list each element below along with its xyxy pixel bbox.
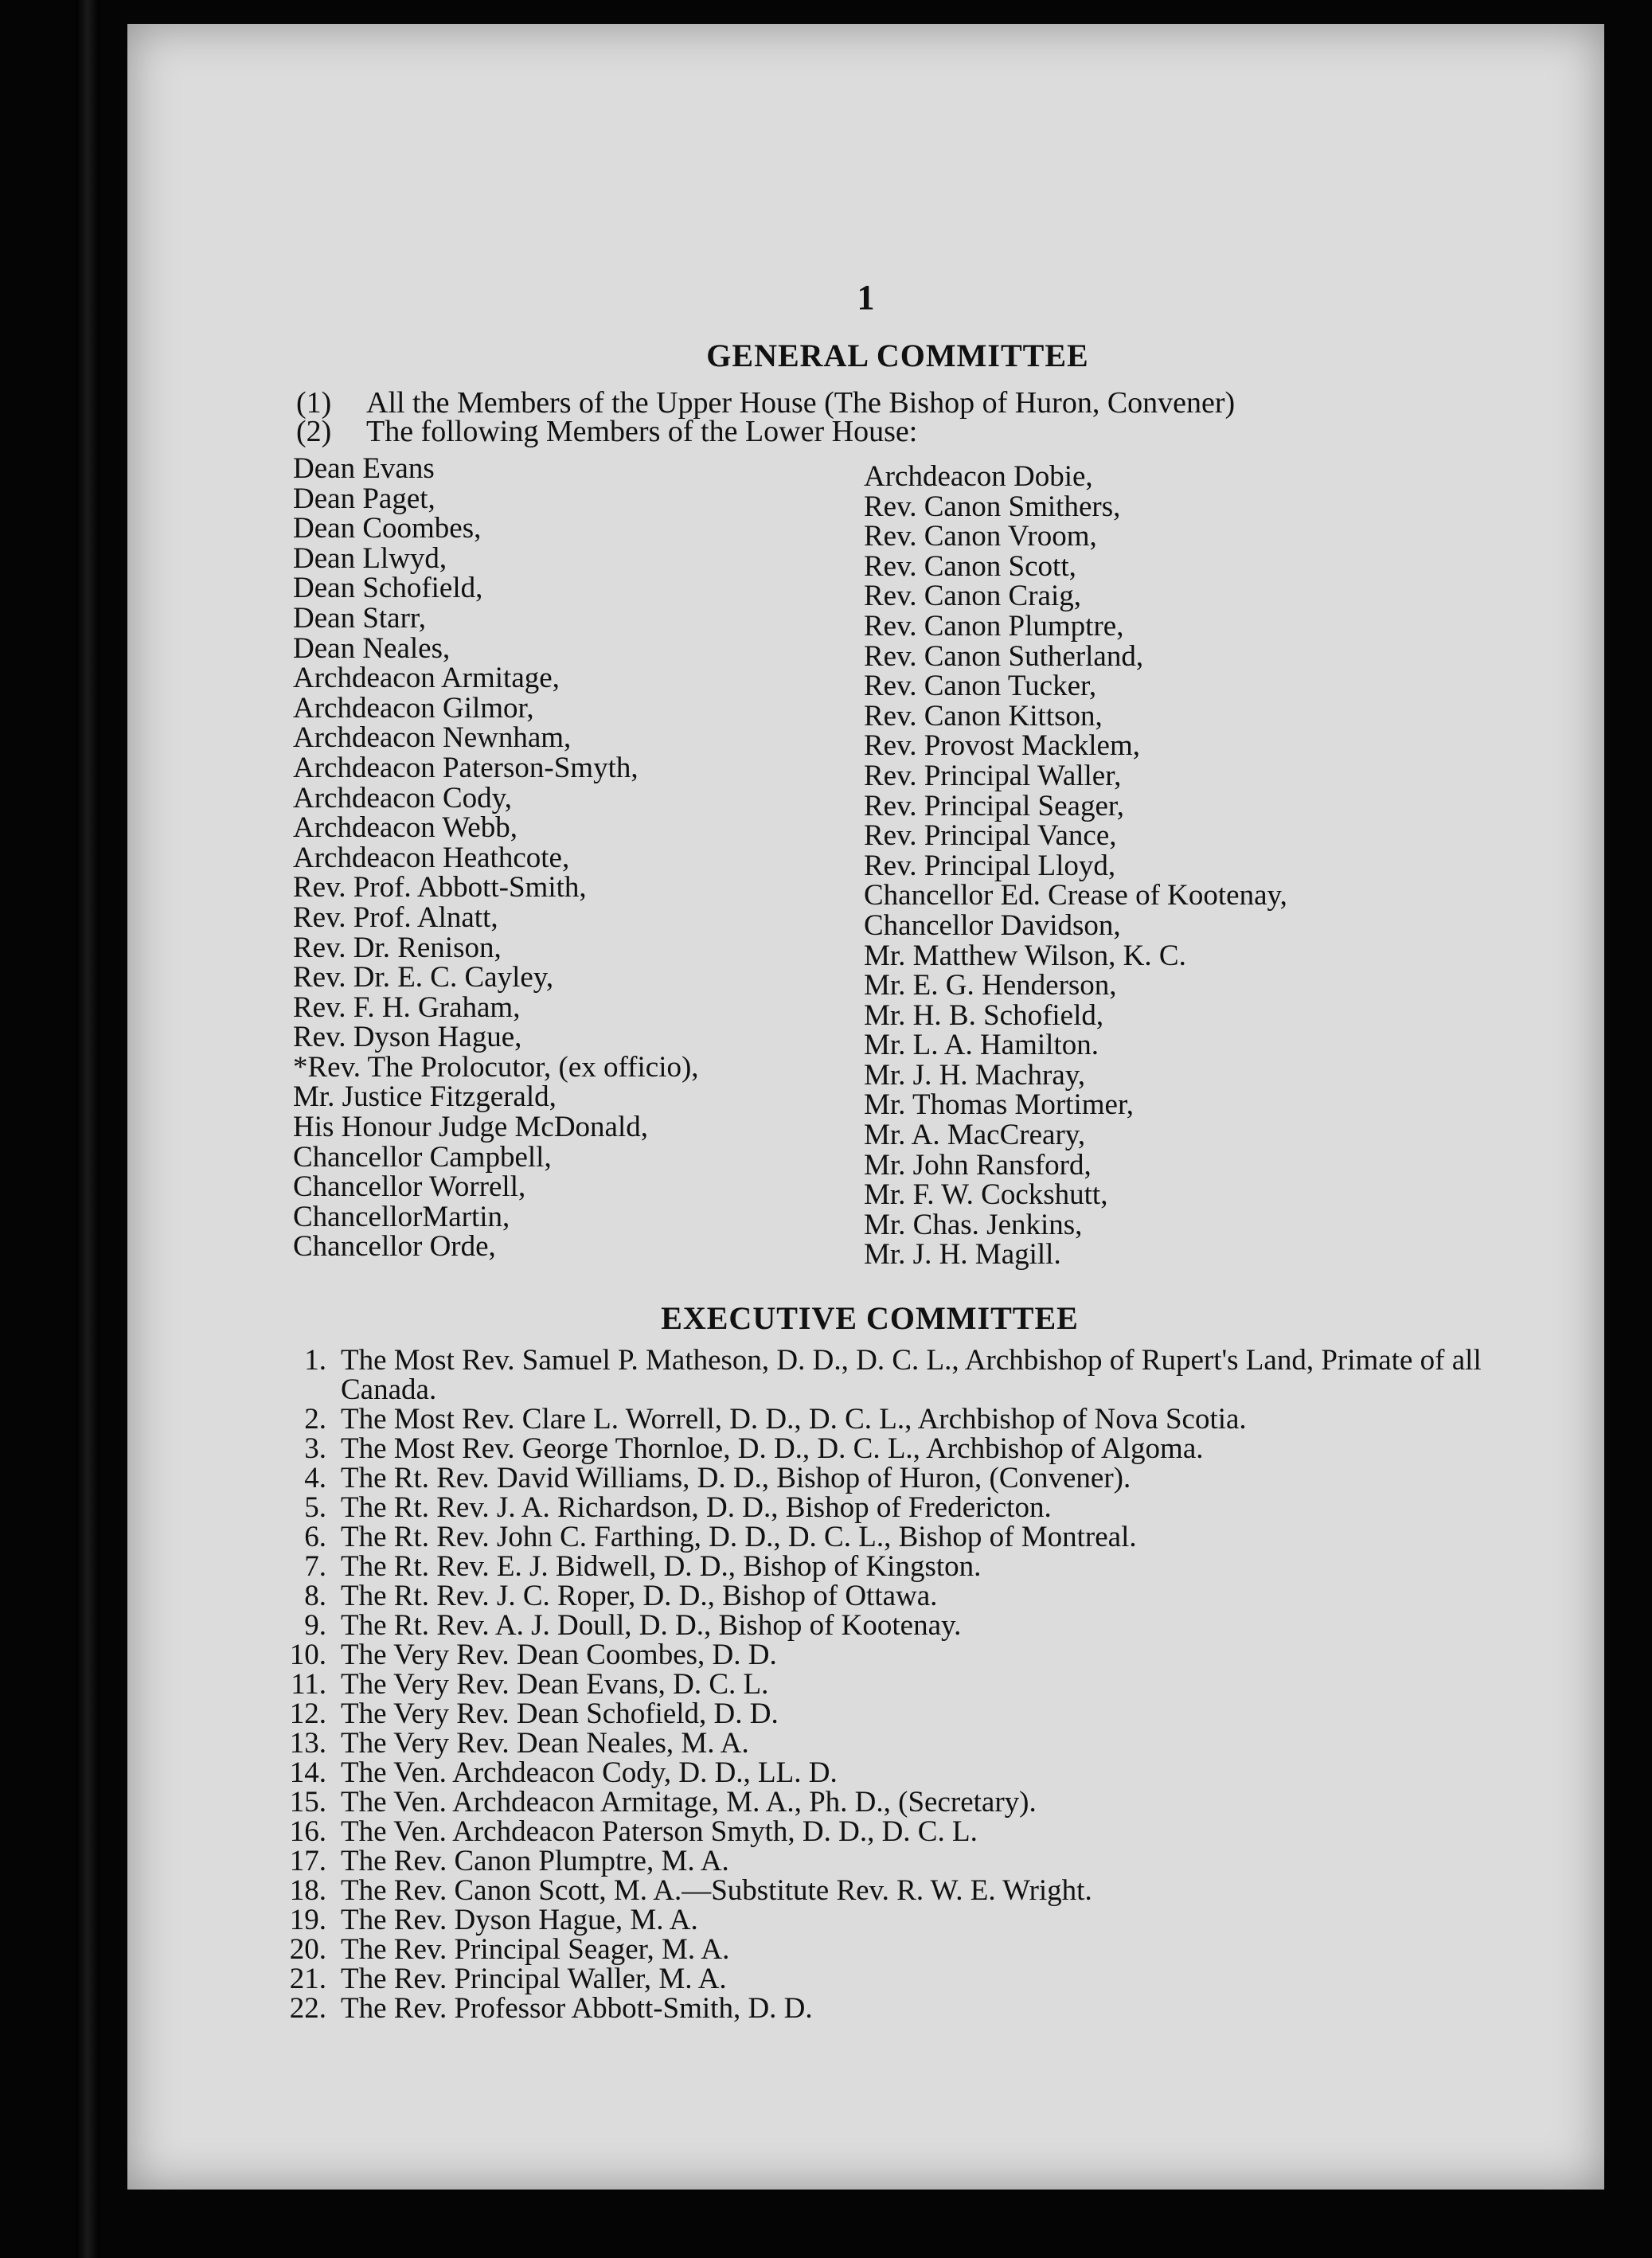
member-name: Chancellor Ed. Crease of Kootenay,: [864, 879, 1287, 912]
executive-committee-heading: EXECUTIVE COMMITTEE: [661, 1300, 1079, 1336]
member-name: Mr. J. H. Machray,: [864, 1058, 1086, 1092]
list-item-text: The Most Rev. Clare L. Worrell, D. D., D. C. L., Archbishop of Nova Scotia.: [341, 1403, 1247, 1436]
member-name: Dean Schofield,: [293, 572, 483, 605]
page-number: 1: [857, 278, 875, 317]
member-name: Rev. Canon Sutherland,: [864, 639, 1144, 673]
list-item-number: 8.: [304, 1580, 326, 1612]
list-item-number: 15.: [289, 1786, 326, 1819]
member-name: Chancellor Orde,: [293, 1230, 496, 1264]
list-item-number: 9.: [304, 1609, 326, 1642]
member-name: Rev. Canon Craig,: [864, 580, 1082, 613]
list-item-text: The Rev. Professor Abbott-Smith, D. D.: [341, 1992, 813, 2025]
page-binding-edge: [76, 0, 100, 2258]
member-name: Mr. J. H. Magill.: [864, 1238, 1061, 1272]
member-name: Rev. Canon Scott,: [864, 549, 1076, 583]
list-item: [263, 1493, 1545, 1522]
member-name: Archdeacon Newnham,: [293, 721, 572, 755]
list-item-text: The Most Rev. Samuel P. Matheson, D. D., D. C. L., Archbishop of Rupert's Land, Primate of all Canada.: [341, 1344, 1482, 1406]
list-item-text: The Rt. Rev. E. J. Bidwell, D. D., Bishop of Kingston.: [341, 1550, 982, 1583]
member-name: His Honour Judge McDonald,: [293, 1111, 649, 1144]
list-item-number: 20.: [289, 1933, 326, 1966]
list-item-number: 16.: [289, 1815, 326, 1848]
member-name: Rev. Principal Seager,: [864, 789, 1124, 822]
list-item-text: The Very Rev. Dean Schofield, D. D.: [341, 1697, 779, 1730]
list-item-text: The Rev. Canon Scott, M. A.—Substitute Rev. R. W. E. Wright.: [341, 1874, 1092, 1907]
intro-number: (1): [296, 386, 332, 420]
list-item-text: The Very Rev. Dean Neales, M. A.: [341, 1727, 749, 1760]
member-name: Rev. Dyson Hague,: [293, 1021, 522, 1054]
list-item-number: 10.: [289, 1639, 326, 1671]
list-item: [263, 1552, 1545, 1581]
list-item-number: 14.: [289, 1756, 326, 1789]
member-name: Dean Starr,: [293, 601, 427, 635]
general-committee-intro: [296, 386, 1538, 448]
member-name: Mr. Chas. Jenkins,: [864, 1208, 1083, 1241]
list-item: [263, 1758, 1545, 1787]
list-item: [263, 1935, 1545, 1964]
member-name: Dean Evans: [293, 452, 435, 485]
member-name: Dean Llwyd,: [293, 541, 447, 575]
list-item-number: 2.: [304, 1403, 326, 1436]
member-name: Rev. Canon Tucker,: [864, 670, 1097, 703]
list-item: [263, 1581, 1545, 1611]
member-name: Archdeacon Dobie,: [864, 460, 1093, 493]
list-item: [263, 1522, 1545, 1552]
list-item: [263, 1817, 1545, 1846]
member-name: Chancellor Davidson,: [864, 908, 1121, 942]
member-name: Rev. Prof. Abbott-Smith,: [293, 871, 587, 904]
list-item: [263, 1640, 1545, 1670]
list-item: [263, 1670, 1545, 1699]
list-item-text: The Rt. Rev. J. C. Roper, D. D., Bishop of Ottawa.: [341, 1580, 938, 1612]
member-name: *Rev. The Prolocutor, (ex officio),: [293, 1050, 699, 1084]
intro-line: [296, 386, 1538, 420]
member-name: Rev. Principal Lloyd,: [864, 849, 1116, 882]
list-item-number: 18.: [289, 1874, 326, 1907]
list-item: [263, 1346, 1545, 1404]
member-name: Rev. Canon Plumptre,: [864, 609, 1124, 643]
intro-text: The following Members of the Lower House:: [366, 415, 918, 448]
general-committee-left-column: [293, 454, 699, 1262]
member-name: Rev. Canon Smithers,: [864, 490, 1121, 523]
member-name: Mr. John Ransford,: [864, 1148, 1092, 1182]
list-item-text: The Very Rev. Dean Coombes, D. D.: [341, 1639, 777, 1671]
list-item-number: 5.: [304, 1491, 326, 1524]
member-name: Rev. Dr. E. C. Cayley,: [293, 961, 554, 994]
list-item-text: The Rt. Rev. A. J. Doull, D. D., Bishop of Kootenay.: [341, 1609, 962, 1642]
member-name: Mr. Thomas Mortimer,: [864, 1088, 1135, 1122]
member-name: Rev. Principal Waller,: [864, 759, 1122, 792]
member-name: Mr. A. MacCreary,: [864, 1119, 1086, 1152]
list-item-text: The Rt. Rev. John C. Farthing, D. D., D. C. L., Bishop of Montreal.: [341, 1521, 1137, 1553]
intro-number: (2): [296, 415, 332, 448]
list-item-number: 19.: [289, 1904, 326, 1936]
member-name: Archdeacon Armitage,: [293, 662, 560, 695]
list-item-text: The Rev. Principal Seager, M. A.: [341, 1933, 730, 1966]
list-item-number: 7.: [304, 1550, 326, 1583]
document-page: [127, 24, 1604, 2190]
member-name: Rev. Dr. Renison,: [293, 931, 502, 964]
member-name: ChancellorMartin,: [293, 1200, 510, 1233]
list-item: [263, 1434, 1545, 1463]
member-name: Mr. Justice Fitzgerald,: [293, 1080, 557, 1114]
member-name: Rev. Canon Kittson,: [864, 699, 1103, 732]
member-name: Mr. E. G. Henderson,: [864, 969, 1117, 1002]
member-name: Rev. Prof. Alnatt,: [293, 900, 498, 934]
list-item-number: 1.: [304, 1344, 326, 1377]
member-name: Chancellor Worrell,: [293, 1170, 526, 1204]
list-item-number: 13.: [289, 1727, 326, 1760]
list-item: [263, 1876, 1545, 1905]
list-item: [263, 1404, 1545, 1434]
list-item-number: 21.: [289, 1963, 326, 1995]
list-item: [263, 1611, 1545, 1640]
list-item-text: The Most Rev. George Thornloe, D. D., D. C. L., Archbishop of Algoma.: [341, 1432, 1204, 1465]
list-item-text: The Rev. Dyson Hague, M. A.: [341, 1904, 698, 1936]
executive-committee-list: [263, 1346, 1545, 2023]
intro-line: [296, 417, 1538, 446]
list-item: [263, 1463, 1545, 1493]
list-item-number: 3.: [304, 1432, 326, 1465]
list-item-text: The Rev. Principal Waller, M. A.: [341, 1963, 727, 1995]
list-item-text: The Ven. Archdeacon Paterson Smyth, D. D., D. C. L.: [341, 1815, 978, 1848]
member-name: Rev. F. H. Graham,: [293, 990, 521, 1024]
list-item-number: 17.: [289, 1845, 326, 1877]
list-item-number: 22.: [289, 1992, 326, 2025]
list-item-text: The Ven. Archdeacon Armitage, M. A., Ph. D., (Secretary).: [341, 1786, 1037, 1819]
list-item-number: 12.: [289, 1697, 326, 1730]
member-name: Archdeacon Gilmor,: [293, 691, 534, 725]
list-item: [263, 1787, 1545, 1817]
member-name: Rev. Provost Macklem,: [864, 729, 1141, 763]
list-item-text: The Rt. Rev. J. A. Richardson, D. D., Bishop of Fredericton.: [341, 1491, 1052, 1524]
list-item: [263, 1699, 1545, 1729]
list-item-number: 6.: [304, 1521, 326, 1553]
member-name: Dean Coombes,: [293, 512, 482, 545]
list-item-text: The Rt. Rev. David Williams, D. D., Bishop of Huron, (Convener).: [341, 1462, 1131, 1494]
list-item-text: The Ven. Archdeacon Cody, D. D., LL. D.: [341, 1756, 838, 1789]
member-name: Dean Neales,: [293, 631, 451, 665]
member-name: Chancellor Campbell,: [293, 1140, 552, 1174]
member-name: Archdeacon Heathcote,: [293, 841, 570, 874]
member-name: Dean Paget,: [293, 482, 435, 515]
member-name: Archdeacon Cody,: [293, 781, 513, 815]
list-item: [263, 1846, 1545, 1876]
intro-text: All the Members of the Upper House (The Bishop of Huron, Convener): [366, 386, 1236, 420]
member-name: Mr. F. W. Cockshutt,: [864, 1178, 1108, 1212]
member-name: Mr. Matthew Wilson, K. C.: [864, 939, 1186, 972]
member-name: Rev. Principal Vance,: [864, 819, 1117, 853]
list-item: [263, 1905, 1545, 1935]
list-item-text: The Very Rev. Dean Evans, D. C. L.: [341, 1668, 769, 1701]
member-name: Mr. H. B. Schofield,: [864, 998, 1104, 1032]
member-name: Archdeacon Webb,: [293, 811, 517, 845]
general-committee-right-column: [864, 462, 1287, 1270]
member-name: Rev. Canon Vroom,: [864, 520, 1097, 553]
list-item: [263, 1994, 1545, 2023]
list-item: [263, 1964, 1545, 1994]
list-item-text: The Rev. Canon Plumptre, M. A.: [341, 1845, 729, 1877]
member-name: Mr. L. A. Hamilton.: [864, 1029, 1099, 1062]
general-committee-heading: GENERAL COMMITTEE: [706, 338, 1089, 373]
member-name: Archdeacon Paterson-Smyth,: [293, 751, 639, 784]
list-item-number: 11.: [291, 1668, 326, 1701]
list-item: [263, 1729, 1545, 1758]
list-item-number: 4.: [304, 1462, 326, 1494]
